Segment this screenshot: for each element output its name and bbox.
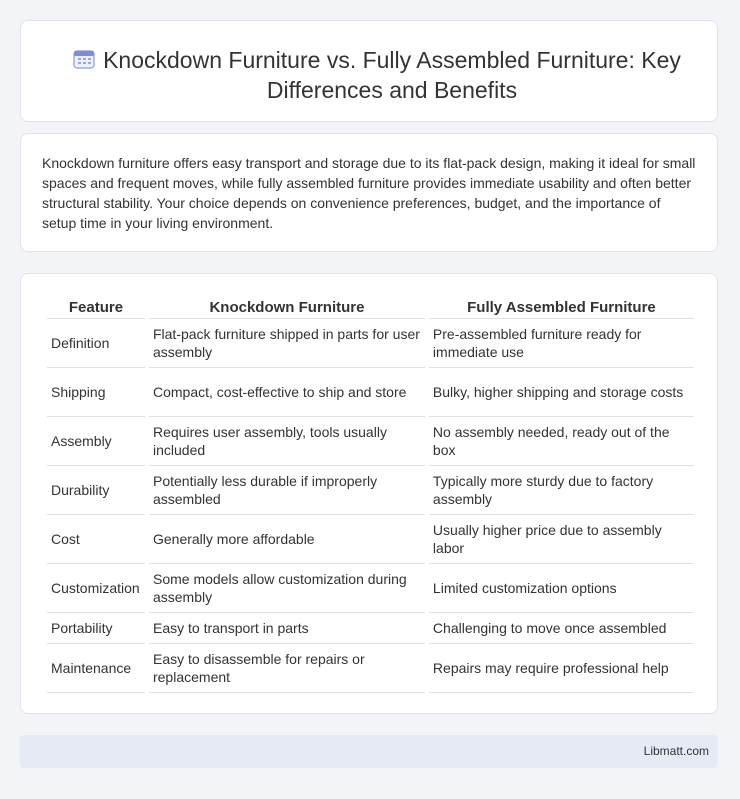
table-header: Knockdown Furniture: [149, 296, 425, 319]
table-cell: Easy to disassemble for repairs or replacement: [149, 644, 425, 693]
table-cell: Definition: [47, 319, 145, 368]
table-row: [47, 515, 694, 564]
table-row: [47, 564, 694, 613]
table-row: [47, 613, 694, 644]
table-cell: Assembly: [47, 417, 145, 466]
table-cell: Shipping: [47, 368, 145, 417]
comparison-card: [20, 273, 718, 714]
table-cell: Potentially less durable if improperly assembled: [149, 466, 425, 515]
intro-card: [20, 133, 718, 252]
table-cell: Usually higher price due to assembly labor: [429, 515, 694, 564]
title-card: [20, 20, 718, 122]
page-title: Knockdown Furniture vs. Fully Assembled Furniture: Key Differences and Benefits: [103, 47, 681, 103]
table-header: Fully Assembled Furniture: [429, 296, 694, 319]
footer-brand[interactable]: Libmatt.com: [643, 744, 709, 758]
table-cell: Repairs may require professional help: [429, 644, 694, 693]
table-row: [47, 368, 694, 417]
table-cell: Bulky, higher shipping and storage costs: [429, 368, 694, 417]
table-cell: Durability: [47, 466, 145, 515]
comparison-table: [43, 296, 698, 693]
table-cell: Easy to transport in parts: [149, 613, 425, 644]
table-row: [47, 417, 694, 466]
table-cell: No assembly needed, ready out of the box: [429, 417, 694, 466]
table-cell: Maintenance: [47, 644, 145, 693]
table-cell: Generally more affordable: [149, 515, 425, 564]
table-row: [47, 466, 694, 515]
table-cell: Portability: [47, 613, 145, 644]
table-cell: Customization: [47, 564, 145, 613]
table-cell: Compact, cost-effective to ship and store: [149, 368, 425, 417]
intro-text: Knockdown furniture offers easy transport and storage due to its flat-pack design, making it ideal for small spaces and frequent moves, while fully assembled furniture provides immediate usability and often better structural stability. Your choice depends on convenience preferences, budget, and the importance of setup time in your living environment.: [42, 155, 696, 231]
table-row: [47, 644, 694, 693]
table-cell: Typically more sturdy due to factory assembly: [429, 466, 694, 515]
footer-bar: [20, 735, 718, 768]
table-cell: Some models allow customization during assembly: [149, 564, 425, 613]
table-cell: Pre-assembled furniture ready for immediate use: [429, 319, 694, 368]
table-cell: Cost: [47, 515, 145, 564]
table-row: [47, 319, 694, 368]
table-header: Feature: [47, 296, 145, 319]
table-cell: Flat-pack furniture shipped in parts for user assembly: [149, 319, 425, 368]
table-cell: Limited customization options: [429, 564, 694, 613]
table-cell: Challenging to move once assembled: [429, 613, 694, 644]
table-cell: Requires user assembly, tools usually included: [149, 417, 425, 466]
